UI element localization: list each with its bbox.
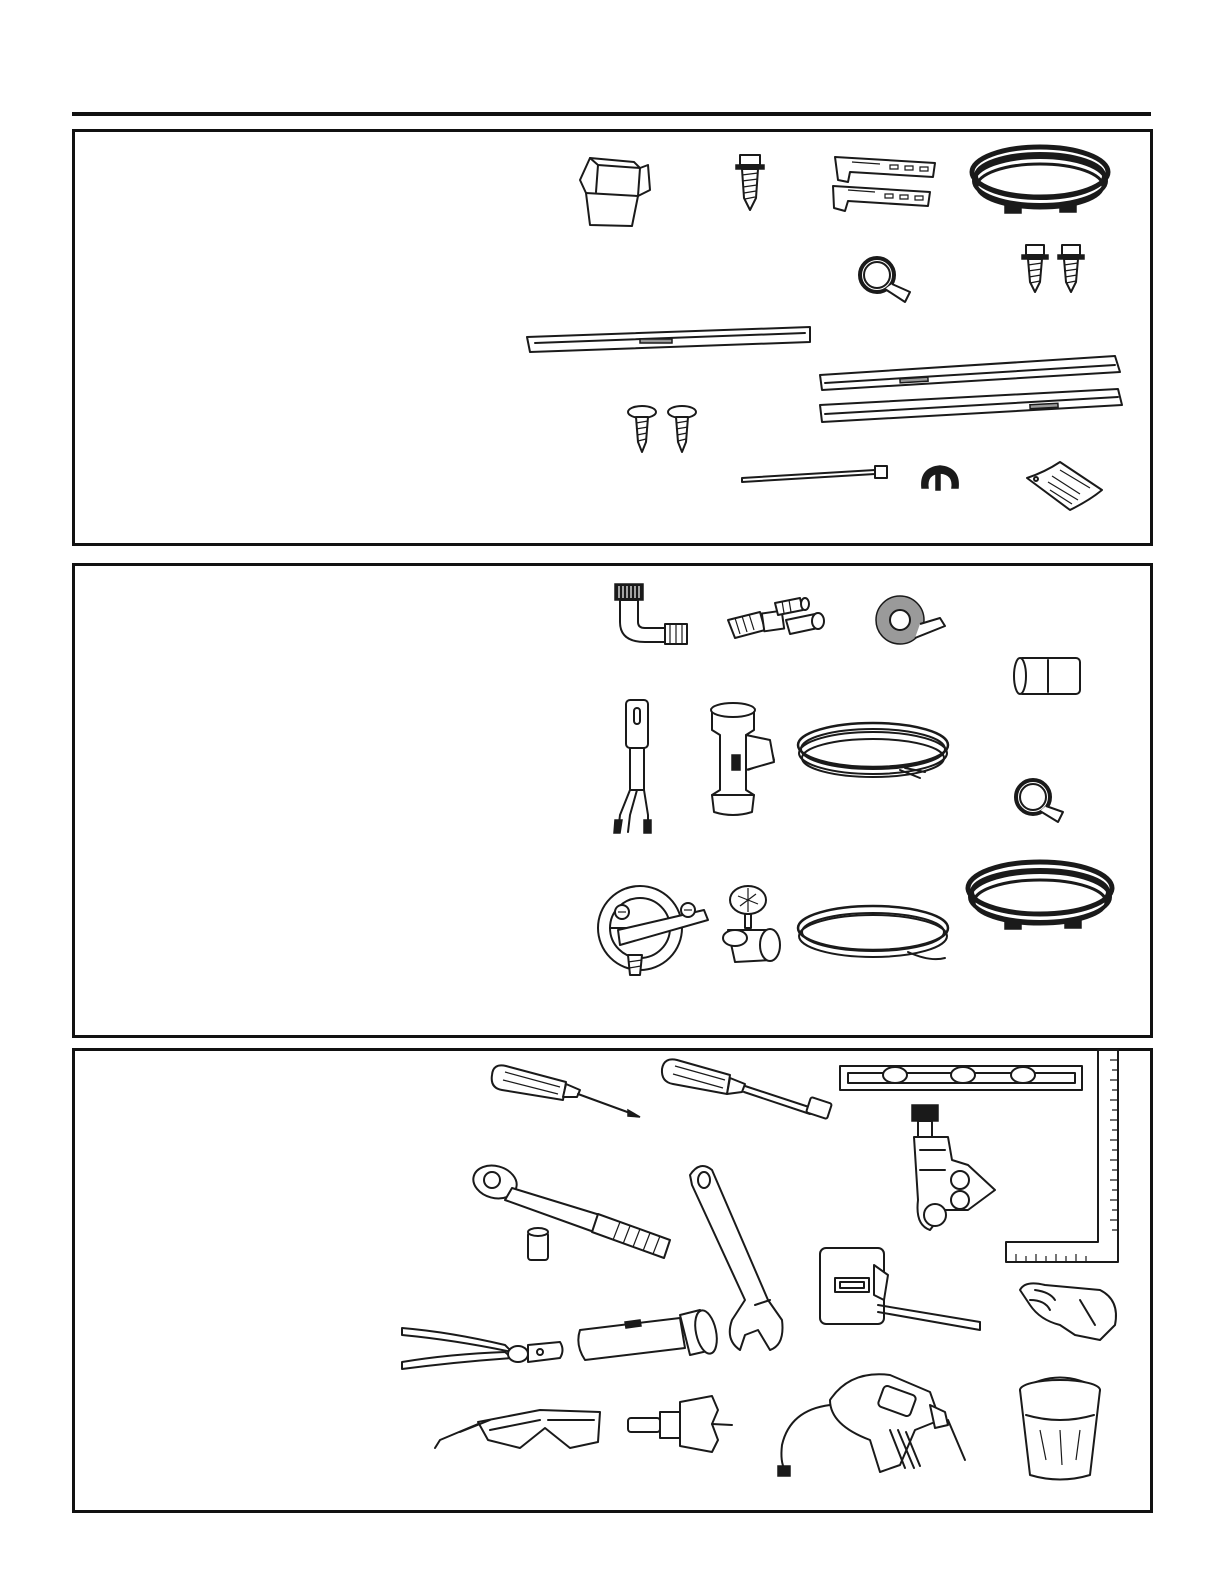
level-icon: [840, 1066, 1082, 1090]
junction-box-icon: [598, 886, 708, 975]
braided-hose-icon: [972, 147, 1108, 213]
hose-clamp-icon: [860, 258, 910, 302]
screw-pair-icon: [1022, 245, 1084, 292]
clip-icon: [922, 466, 958, 490]
copper-tubing-icon: [798, 906, 948, 959]
hose-clamp-icon: [1016, 780, 1063, 822]
flashlight-icon: [578, 1308, 720, 1360]
drain-tee-icon: [711, 703, 774, 815]
cable-tie-icon: [742, 466, 887, 482]
tubing-cutter-icon: [912, 1105, 995, 1230]
wire-nuts-icon: [728, 598, 824, 638]
elbow-fitting-icon: [615, 584, 687, 644]
phillips-screwdriver-icon: [492, 1065, 640, 1117]
bracket-icon: [580, 158, 650, 226]
mounting-brackets-icon: [833, 157, 935, 211]
hole-saw-icon: [628, 1396, 732, 1452]
hex-screw-icon: [736, 155, 764, 210]
instruction-sheet-icon: [1027, 462, 1102, 510]
power-drill-icon: [778, 1374, 965, 1476]
socket-icon: [528, 1228, 548, 1260]
ratchet-wrench-icon: [470, 1161, 670, 1258]
braided-hose-icon: [968, 862, 1112, 929]
pliers-icon: [402, 1328, 563, 1369]
safety-glasses-icon: [435, 1410, 600, 1448]
coupling-icon: [1014, 658, 1080, 694]
bucket-icon: [1020, 1378, 1100, 1480]
long-rail-icon: [527, 327, 810, 352]
nut-driver-icon: [662, 1059, 832, 1119]
tape-roll-icon: [876, 596, 945, 644]
gloves-icon: [1020, 1283, 1116, 1340]
side-rails-icon: [820, 356, 1122, 422]
coiled-cable-icon: [798, 723, 948, 778]
shutoff-valve-icon: [723, 886, 780, 962]
tape-measure-icon: [820, 1248, 980, 1330]
pan-screws-icon: [628, 406, 696, 452]
power-cord-icon: [614, 700, 651, 833]
